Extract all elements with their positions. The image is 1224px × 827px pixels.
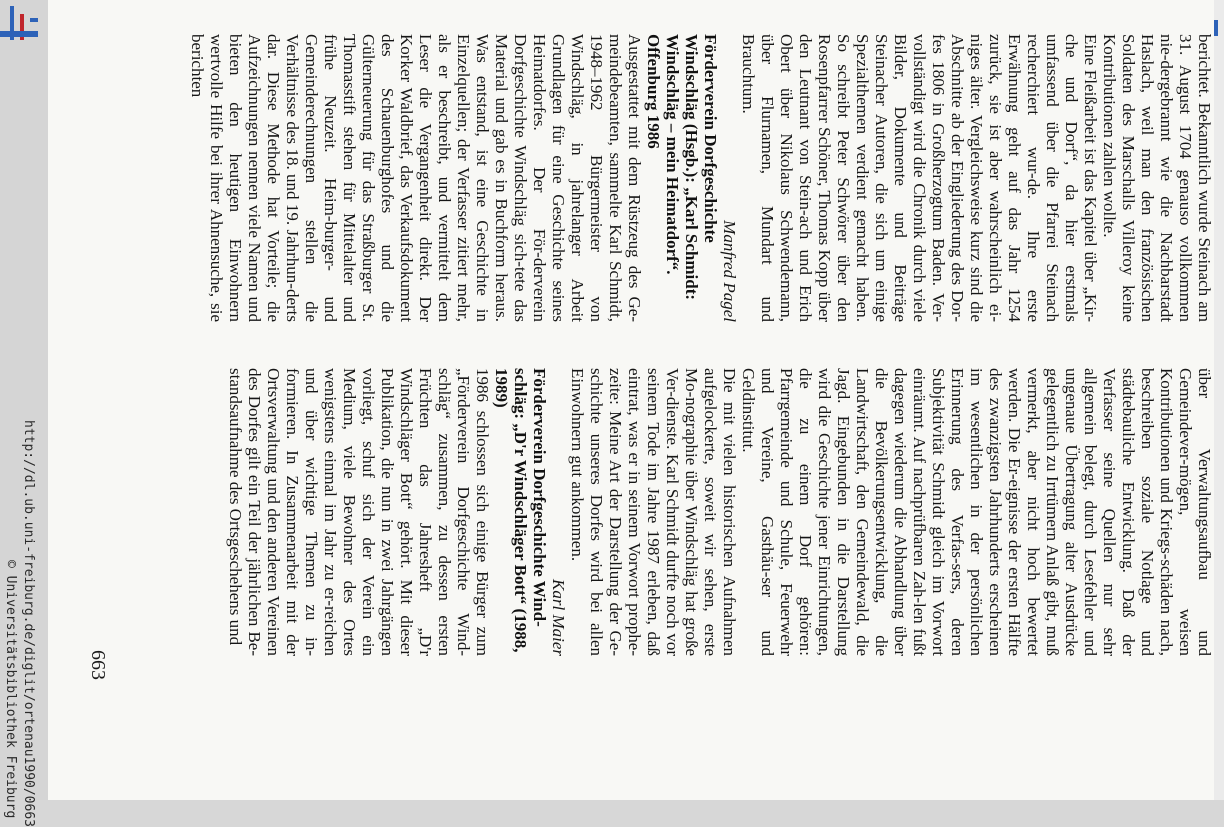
copyright-caption: © Universitätsbibliothek Freiburg — [3, 560, 18, 819]
section-heading: Förderverein Dorfgeschichte Windschläg (Hsgb.): „Karl Schmidt: Windschläg – mein Heimatdorf“. Offenburg 1986 — [644, 34, 720, 301]
university-logo-icon — [0, 0, 48, 50]
scanned-page — [48, 0, 1214, 800]
author-signature: Karl Maier — [549, 579, 568, 656]
right-column — [226, 368, 1214, 656]
left-column — [188, 34, 1214, 322]
paragraph: Die mit vielen historischen Aufnahmen aufgelockerte, soweit wir sehen, erste Mo-nographie über Windschläg hat große Ver-dienste. Karl Schmidt durfte noch vor seinem Tode im Jahre 1987 erleben, daß eintrat, was er in seinem Vorwort prophe-zeite: Meine Art der Darstellung der Ge-schichte unseres Dorfes wird bei allen Einwohnern gut ankommen. — [568, 368, 739, 656]
paragraph: Eine Fleißarbeit ist das Kapitel über „Kir-che und Dorf“, da hier erstmals umfassend über die Pfarrei Steinach recherchiert wur-de. Ihre erste Erwähnung geht auf das Jahr 1254 zurück, sie ist aber wahrscheinlich ei-niges älter. Vergleichsweise kurz sind die Abschnitte ab der Eingliederung des Dor-fes 1806 in Großherzogtum Baden. Ver-vollständigt wird die Chronik durch viele Bilder, Dokumente und Beiträge Steinacher Autoren, die sich um einige Spezialthemen verdient gemacht haben. So schreibt Peter Schwörer über den Rosenpfarrer Schöner, Thomas Kopp über den Leutnant von Stein-ach und Erich Obert über Nikolaus Schwendemann, über Flurnamen, Mundart und Brauchtum. — [739, 34, 1100, 322]
paragraph: über Verwaltungsaufbau und Gemeindever-mögen, weisen Kontributionen und Kriegs-schäden nach, beschreiben soziale Notlage und städtebauliche Entwicklung. Daß der Verfasser seine Quellen nur sehr allgemein belegt, durch Lesefehler und ungenaue Übertragung alter Ausdrücke gelegentlich zu Irrtümern Anlaß gibt, muß vermerkt, aber nicht hoch bewertet werden. Die Er-eignisse der ersten Hälfte des zwanzigsten Jahrhunderts erscheinen im wesentlichen in der persönlichen Erinnerung des Verfas-sers, deren Subjektivität Schmidt gleich im Vorwort einräumt. Auf nachprüfbaren Zah-len fußt dagegen wiederum die Abhandlung über die Bevölkerungsentwicklung, die Landwirtschaft, den Gemeindewald, die Jagd. Eingebunden in die Darstellung wird die Geschichte jener Einrichtungen, die zu einem Dorf gehören: Pfarrgemeinde und Schule, Feuerwehr und Vereine, Gasthäu-ser und Geldinstitut. — [739, 368, 1214, 656]
paragraph: Ausgestattet mit dem Rüstzeug des Ge-meindebeamten, sammelte Karl Schmidt, 1948–1962 Bürgermeister von Windschläg, in jahrelanger Arbeit Grundlagen für eine Geschichte seines Heimatdorfes. Der För-derverein Dorfgeschichte Windschläg sich-tete das Material und gab es in Buchform heraus. Was entstand, ist eine Geschichte in Einzelquellen; der Verfasser zitiert mehr, als er beschreibt, und vermittelt dem Leser die Vergangenheit direkt. Der Korker Waldbrief, das Verkaufsdokument des Schauenburghofes und die Gülterneuerung für das Straßburger St. Thomasstift stehen für Mittelalter und frühe Neuzeit. Heim-burger- und Gemeinderechnungen stellen die Verhältnisse des 18. und 19. Jahrhun-derts dar. Diese Methode hat Vorteile; die Aufzeichnungen nennen viele Namen und bieten den heutigen Einwohnern wertvolle Hilfe bei ihrer Ahnensuche, sie berichten — [188, 34, 644, 322]
left-margin-strip — [0, 0, 48, 827]
right-margin-strip — [1214, 0, 1224, 800]
source-url-caption[interactable]: http://dl.ub.uni-freiburg.de/diglit/ortenau1990/0663 — [21, 420, 36, 827]
section-heading: Förderverein Dorfgeschichte Wind-schläg: „D'r Windschläger Bott“ (1988, 1989) — [492, 368, 549, 653]
side-caption — [0, 420, 48, 827]
page-content-rotated — [48, 0, 1214, 800]
paragraph: berichtet. Bekanntlich wurde Steinach am 31. August 1704 genauso vollkommen nie-dergebrannt wie die Nachbarstadt Haslach, weil man den französischen Soldaten des Marschalls Villeroy keine Kontributionen zahlen wollte. — [1100, 34, 1214, 322]
right-edge-marker — [1214, 20, 1218, 36]
paragraph: 1986 schlossen sich einige Bürger zum „Förderverein Dorfgeschichte Wind-schläg“ zusammen, zu dessen ersten Früchten das Jahresheft „D'r Windschläger Bott“ gehört. Mit dieser Publikation, die nun in zwei Jahrgängen vorliegt, schuf sich der Verein ein Medium, viele Bewohner des Ortes wenigstens einmal im Jahr zu er-reichen und über wichtige Themen zu in-formieren. In Zusammenarbeit mit der Ortsverwaltung und den anderen Vereinen des Dorfes gilt ein Teil der jährlichen Be-standsaufnahme des Ortsgeschehens und — [226, 368, 492, 656]
author-signature: Manfred Pagel — [720, 220, 739, 322]
page-number: 663 — [87, 650, 109, 680]
